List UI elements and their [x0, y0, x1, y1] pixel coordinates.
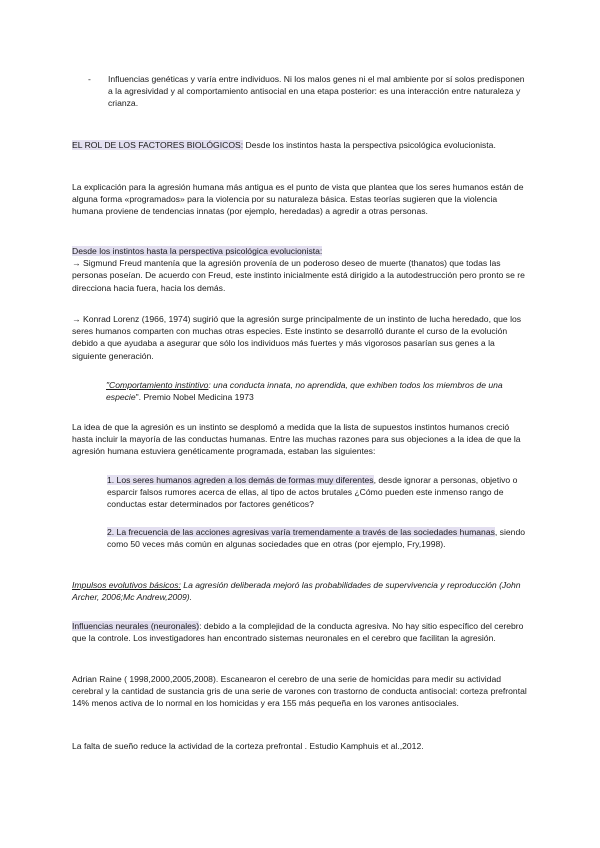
quote-close: ". Premio Nobel Medicina 1973: [135, 392, 254, 403]
paragraph-explicacion: La explicación para la agresión humana más antigua es el punto de vista que plantea que los seres humanos están de alguna forma «programados» para la violencia por su naturaleza básica. Estas teorías sugieren que la violencia humana proviene de tendencias innatas (por ejemplo, heredadas) a agredir a otras personas.: [72, 182, 524, 217]
freud-paragraph: → Sigmund Freud mantenía que la agresión provenía de un poderoso deseo de muerte (thanatos) que todas las personas poseían. De acuerdo con Freud, este instinto inicialmente está dirigido a la autodestrucción pero pronto se re direcciona hacia fuera, hacia los demás.: [72, 258, 525, 293]
neurales-text: : debido a la complejidad de la conducta agresiva. No hay sitio específico del cerebro que la controle. Los investigadores han encontrado sistemas neuronales en el cerebro que facilitan la agresión.: [72, 621, 524, 644]
quote-term: "Comportamiento instintivo: [106, 380, 209, 390]
neurales-heading: Influencias neurales (neuronales): [72, 621, 200, 631]
list-item-rest: , desde ignorar a personas, objetivo o esparcir falsos rumores acerca de ellas, al tipo de actos brutales ¿Cómo pueden este inmenso rango de conductas estar determinados por factores genéticos?: [107, 475, 518, 510]
list-item-highlight: 2. La frecuencia de las acciones agresivas varía tremendamente a través de las sociedades humanas: [107, 527, 495, 537]
influencias-neurales: [72, 620, 530, 644]
genetic-influences-bullet: Influencias genéticas y varía entre individuos. Ni los malos genes ni el mal ambiente por sí solos predisponen a la agresividad y al comportamiento antisocial en una etapa posterior: es una interacción entre naturaleza y crianza.: [108, 74, 525, 109]
raine-paragraph: Adrian Raine ( 1998,2000,2005,2008). Escanearon el cerebro de una serie de homicidas para medir su actividad cerebral y la cantidad de sustancia gris de una serie de varones con trastorno de conducta antisocial: corteza prefrontal 14% menos activa de lo normal en los homicidas y era 155 más pequeña en los varones antisociales.: [72, 674, 527, 709]
list-item: [107, 526, 527, 550]
instintos-block: [72, 245, 530, 294]
list-item-highlight: 1. Los seres humanos agreden a los demás de formas muy diferentes: [107, 475, 374, 485]
list-item-rest: , siendo como 50 veces más común en algunas sociedades que en otras (por ejemplo, Fry,1998).: [107, 527, 526, 550]
section-heading: EL ROL DE LOS FACTORES BIOLÓGICOS:: [72, 140, 244, 150]
impulsos-heading: Impulsos evolutivos básicos:: [72, 580, 181, 590]
paragraph-idea: La idea de que la agresión es un instinto se desplomó a medida que la lista de supuestos instintos humanos creció hasta incluir la mayoría de las conductas humanas. Entre las muchas razones para sus objeciones a la idea de que la agresión humana estuviera genéticamente programada, estaban las siguientes:: [72, 422, 521, 457]
lorenz-paragraph: → Konrad Lorenz (1966, 1974) sugirió que la agresión surge principalmente de un instinto de lucha heredado, que los seres humanos comparten con muchas otras especies. Este instinto se desarrolló durante el curso de la evolución debido a que ayudaba a asegurar que sólo los individuos más fuertes y más vigorosos pasarían sus genes a la siguiente generación.: [72, 314, 522, 361]
instintos-heading: Desde los instintos hasta la perspectiva psicológica evolucionista:: [72, 246, 323, 256]
impulsos-evolutivos: [72, 579, 530, 603]
quote-definition: : una conducta innata, no aprendida, que exhiben todos los miembros de una especie: [106, 380, 503, 403]
section-heading-rest: Desde los instintos hasta la perspectiva psicológica evolucionista.: [243, 140, 496, 150]
impulsos-text: La agresión deliberada mejoró las probabilidades de supervivencia y reproducción (John Archer, 2006;Mc Andrew,2009).: [72, 580, 521, 603]
bullet-dash: -: [88, 74, 91, 84]
section-biological-factors: [72, 139, 530, 151]
sleep-paragraph: La falta de sueño reduce la actividad de la corteza prefrontal . Estudio Kamphuis et al.,2012.: [72, 741, 424, 751]
list-item: [107, 474, 527, 511]
instinctive-behavior-quote: [106, 379, 526, 403]
